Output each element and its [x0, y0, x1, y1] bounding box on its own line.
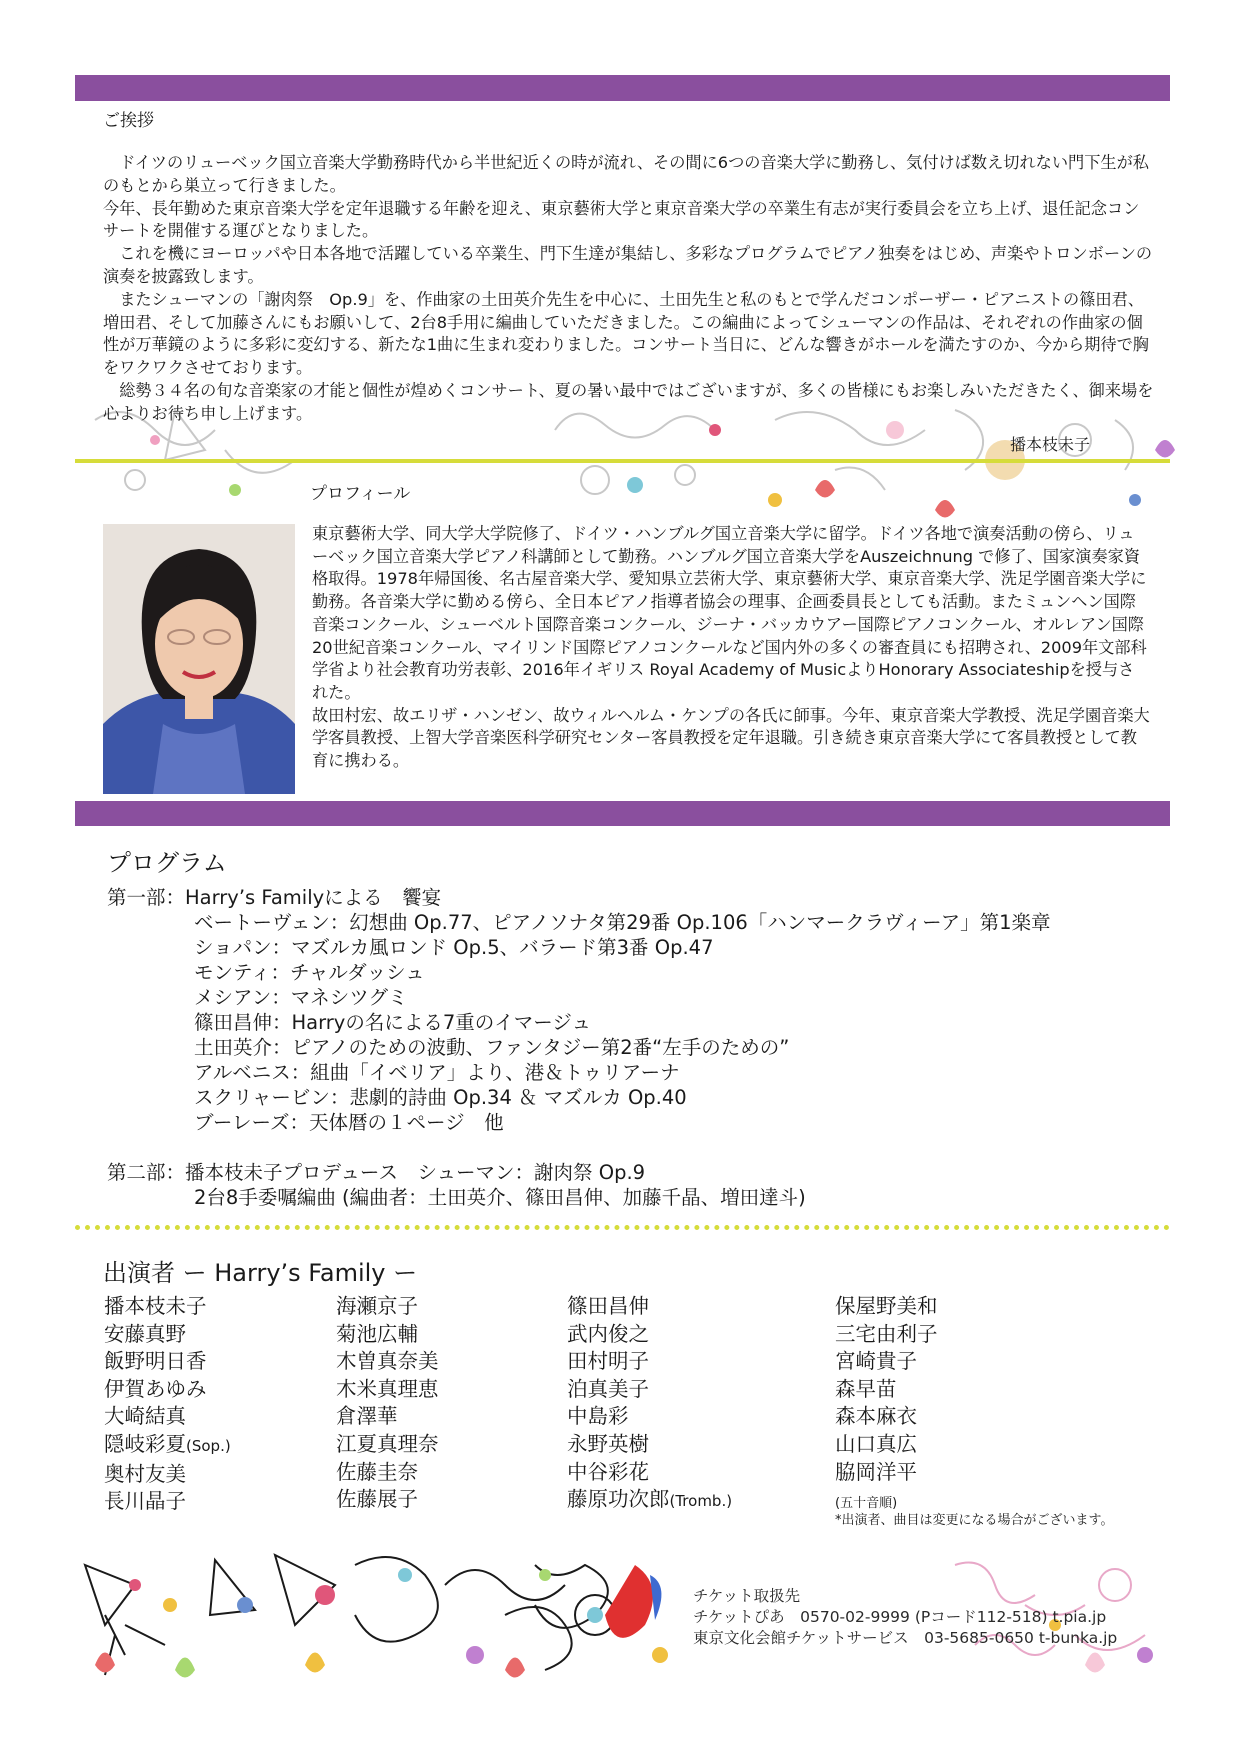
ticket-heading: チケット取扱先: [693, 1587, 801, 1605]
middle-purple-bar: [75, 801, 1170, 826]
program-heading: プログラム: [107, 849, 227, 877]
greeting-body: [103, 152, 1155, 426]
performer-name-with-role: [567, 1486, 732, 1516]
performer-name-with-role: [104, 1431, 231, 1461]
dotted-divider: [75, 1225, 1170, 1230]
performer-name: 森早苗: [835, 1376, 897, 1401]
yellow-divider-line: [75, 459, 1170, 463]
performers-column-2: [336, 1293, 439, 1514]
profile-paragraph-1: 東京藝術大学、同大学大学院修了、ドイツ・ハンブルグ国立音楽大学に留学。ドイツ各地で演奏活動の傍ら、リューベック国立音楽大学ピアノ科講師として勤務。ハンブルグ国立音楽大学をAuszeichnung で修了、国家演奏家資格取得。1978年帰国後、名古屋音楽大学、愛知県立芸術大学、東京藝術大学、東京音楽大学、洗足学園音楽大学に勤務。各音楽大学に勤める傍ら、全日本ピアノ指導者協会の理事、企画委員長としても活動。またミュンヘン国際音楽コンクール、シューベルト国際音楽コンクール、ジーナ・バッカウアー国際ピアノコンクール、オルレアン国際20世紀音楽コンクール、マイリンド国際ピアノコンクールなど国内外の多くの審査員にも招聘され、2009年文部科学省より社会教育功労表彰、2016年イギリス Royal Academy of MusicよりHonorary Associateshipを授与された。: [312, 524, 1147, 702]
greeting-paragraph-3: これを機にヨーロッパや日本各地で活躍している卒業生、門下生達が集結し、多彩なプログラムでピアノ独奏をはじめ、声楽やトロンボーンの演奏を披露致します。: [103, 244, 1153, 286]
performer-name: 菊池広輔: [336, 1321, 418, 1346]
performer-name: 海瀬京子: [336, 1294, 418, 1318]
performer-role: (Tromb.): [669, 1492, 733, 1511]
program-part2-detail: 2台8手委嘱編曲 (編曲者：土田英介、篠田昌伸、加藤千晶、増田達斗): [194, 1186, 806, 1209]
performer-role: (Sop.): [186, 1436, 231, 1455]
greeting-signature: 播本枝未子: [1010, 435, 1091, 454]
performer-name: 永野英樹: [567, 1431, 649, 1456]
performer-name: 奥村友美: [104, 1461, 186, 1486]
performer-name: 佐藤展子: [336, 1487, 418, 1512]
performer-name: 田村明子: [567, 1349, 649, 1374]
performer-name: 中島彩: [567, 1404, 629, 1429]
performer-name: 伊賀あゆみ: [104, 1376, 207, 1401]
note-change: *出演者、曲目は変更になる場合がございます。: [835, 1513, 1114, 1528]
performer-name: 倉澤華: [336, 1404, 398, 1429]
ticket-line-bunka: 東京文化会館チケットサービス 03-5685-0650 t-bunka.jp: [693, 1629, 1118, 1647]
performer-name: 安藤真野: [104, 1321, 186, 1346]
portrait-photo: [103, 524, 295, 794]
performer-name: 飯野明日香: [104, 1349, 207, 1374]
performer-name: 長川晶子: [104, 1489, 186, 1514]
program-item: スクリャービン：悲劇的詩曲 Op.34 ＆ マズルカ Op.40: [194, 1086, 687, 1109]
top-purple-bar: [75, 75, 1170, 101]
program-item: ショパン：マズルカ風ロンド Op.5、バラード第3番 Op.47: [194, 936, 714, 959]
performers-column-1: [104, 1293, 231, 1516]
performer-name: 森本麻衣: [835, 1404, 917, 1429]
greeting-paragraph-5: 総勢３４名の旬な音楽家の才能と個性が煌めくコンサート、夏の暑い最中ではございますが、多くの皆様にもお楽しみいただきたく、御来場を心よりお待ち申し上げます。: [103, 380, 1154, 423]
program-item: 篠田昌伸：Harryの名による7重のイマージュ: [194, 1011, 591, 1034]
performer-name: 武内俊之: [567, 1321, 649, 1346]
performer-name: 藤原功次郎: [567, 1487, 670, 1512]
profile-body: [312, 523, 1150, 773]
note-order: (五十音順): [835, 1496, 898, 1511]
greeting-paragraph-4: またシューマンの「謝肉祭 Op.9」を、作曲家の土田英介先生を中心に、土田先生と私のもとで学んだコンポーザー・ピアニストの篠田君、増田君、そして加藤さんにもお願いして、2台8手用に編曲していただきました。この編曲によってシューマンの作品は、それぞれの作曲家の個性が万華鏡のように多彩に変幻する、新たな1曲に生まれ変わりました。コンサート当日に、どんな響きがホールを満たすのか、今から期待で胸をワクワクさせております。: [103, 289, 1149, 378]
program-part1-label: 第一部：Harry’s Familyによる 饗宴: [107, 886, 442, 909]
performer-name: 脇岡洋平: [835, 1459, 917, 1484]
program-part2-label: 第二部：播本枝未子プロデュース シューマン：謝肉祭 Op.9: [107, 1161, 646, 1184]
performer-name: 木米真理恵: [336, 1376, 439, 1401]
program-item: メシアン：マネシツグミ: [194, 986, 408, 1009]
greeting-paragraph-1: ドイツのリューベック国立音楽大学勤務時代から半世紀近くの時が流れ、その間に6つの音楽大学に勤務し、気付けば数え切れない門下生が私のもとから巣立って行きました。: [103, 153, 1149, 195]
performer-name: 山口真広: [835, 1431, 917, 1456]
performers-column-3: [567, 1293, 732, 1516]
greeting-heading: ご挨拶: [103, 111, 154, 131]
performer-name: 佐藤圭奈: [336, 1459, 418, 1484]
program-item: ベートーヴェン：幻想曲 Op.77、ピアノソナタ第29番 Op.106「ハンマークラヴィーア」第1楽章: [194, 911, 1051, 934]
performer-name: 篠田昌伸: [567, 1294, 649, 1318]
profile-paragraph-2: 故田村宏、故エリザ・ハンゼン、故ウィルヘルム・ケンプの各氏に師事。今年、東京音楽大学教授、洗足学園音楽大学客員教授、上智大学音楽医科学研究センター客員教授を定年退職。引き続き東京音楽大学にて客員教授として教育に携わる。: [312, 705, 1150, 771]
performer-name: 泊真美子: [567, 1376, 649, 1401]
performers-column-4: [835, 1293, 938, 1486]
performer-name: 保屋野美和: [835, 1294, 938, 1318]
performer-name: 隠岐彩夏: [104, 1431, 186, 1456]
ticket-info: [693, 1586, 1117, 1649]
performer-name: 木曽真奈美: [336, 1349, 439, 1374]
performer-name: 大崎結真: [104, 1404, 186, 1429]
greeting-paragraph-2: 今年、長年勤めた東京音楽大学を定年退職する年齢を迎え、東京藝術大学と東京音楽大学の卒業生有志が実行委員会を立ち上げ、退任記念コンサートを開催する運びとなりました。: [103, 198, 1140, 241]
performer-name: 三宅由利子: [835, 1321, 938, 1346]
performer-name: 江夏真理奈: [336, 1431, 439, 1456]
program-item: ブーレーズ：天体暦の１ページ 他: [194, 1111, 504, 1134]
performer-name: 宮崎貴子: [835, 1349, 917, 1374]
profile-heading: プロフィール: [310, 484, 411, 504]
performers-heading: 出演者 ー Harry’s Family ー: [103, 1259, 418, 1287]
program-item: アルベニス：組曲「イベリア」より、港＆トゥリアーナ: [194, 1061, 680, 1084]
ticket-line-pia: チケットぴあ 0570-02-9999 (Pコード112-518) t.pia.jp: [693, 1608, 1107, 1626]
program-item: 土田英介：ピアノのための波動、ファンタジー第2番“左手のための”: [194, 1036, 790, 1059]
program-part2: [107, 1160, 806, 1210]
program-part1: [107, 885, 1051, 1135]
program-item: モンティ：チャルダッシュ: [194, 961, 425, 984]
performer-name: 播本枝未子: [104, 1294, 207, 1318]
performer-name: 中谷彩花: [567, 1459, 649, 1484]
